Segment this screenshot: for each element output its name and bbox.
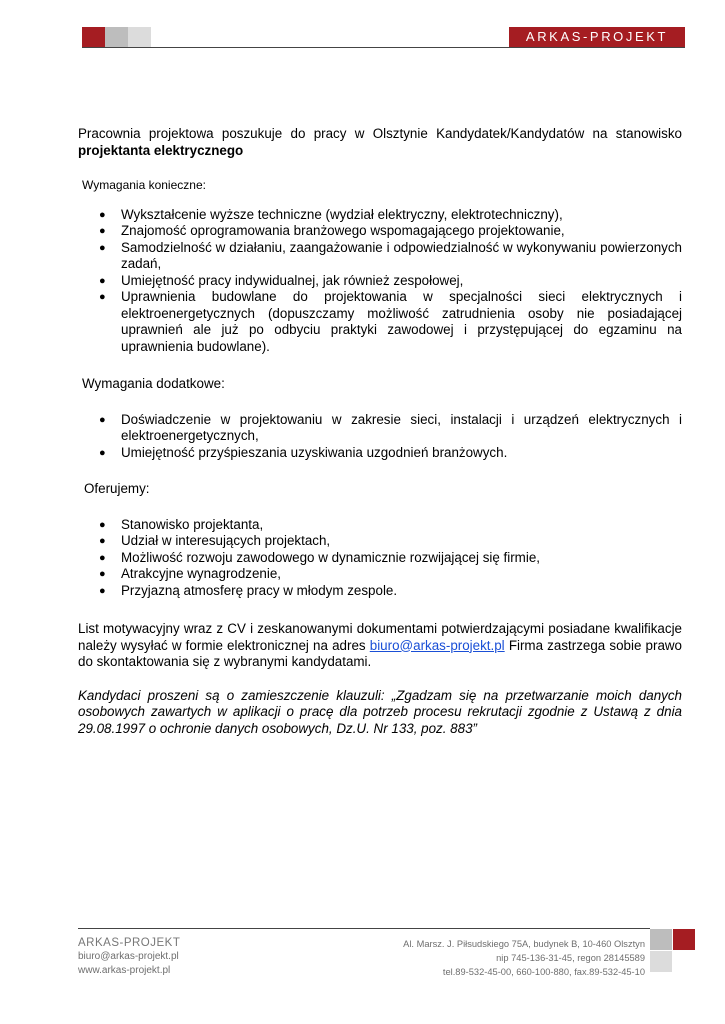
footer-address: Al. Marsz. J. Piłsudskiego 75A, budynek B, 10-460 Olsztyn <box>403 939 645 949</box>
list-item-text: Możliwość rozwoju zawodowego w dynamicznie rozwijającej się firmie, <box>121 549 540 565</box>
footer-address-block <box>403 937 645 979</box>
list-item <box>78 550 682 567</box>
footer-company: ARKAS-PROJEKT <box>78 937 181 949</box>
list-item <box>78 517 682 534</box>
list-item-text: Umiejętność przyśpieszania uzyskiwania uzgodnień branżowych. <box>121 444 508 460</box>
application-paragraph <box>78 621 682 671</box>
footer-square-gray <box>650 929 672 950</box>
bullet-icon: ● <box>99 551 106 564</box>
application-text: List motywacyjny wraz z CV i zeskanowanymi dokumentami potwierdzającymi posiadane kwalifikacje należy wysyłać w formie elektronicznej na adres <box>78 621 682 653</box>
job-title: projektanta elektrycznego <box>78 142 244 158</box>
footer-square-red <box>673 929 695 950</box>
offer-list <box>78 517 682 600</box>
list-item-text: Atrakcyjne wynagrodzenie, <box>121 566 282 581</box>
intro-text: Pracownia projektowa poszukuje do pracy w Olsztynie Kandydatek/Kandydatów na stanowisko <box>78 126 682 141</box>
list-item <box>78 566 682 583</box>
email-link[interactable]: biuro@arkas-projekt.pl <box>369 637 505 653</box>
bullet-icon: ● <box>99 274 106 287</box>
bullet-icon: ● <box>99 584 106 597</box>
additional-heading: Wymagania dodatkowe: <box>82 376 225 391</box>
footer-divider <box>78 928 650 929</box>
list-item <box>78 412 682 445</box>
footer-website: www.arkas-projekt.pl <box>78 965 171 976</box>
header-divider <box>82 47 685 48</box>
bullet-icon: ● <box>99 291 106 303</box>
bullet-icon: ● <box>99 518 106 531</box>
bullet-icon: ● <box>99 535 106 547</box>
company-logo: ARKAS-PROJEKT <box>509 27 685 47</box>
list-item <box>78 583 682 600</box>
list-item-text: Doświadczenie w projektowaniu w zakresie sieci, instalacji i urządzeń elektrycznych i elektroenergetycznych, <box>121 411 682 443</box>
list-item-text: Umiejętność pracy indywidualnej, jak również zespołowej, <box>121 272 464 288</box>
list-item <box>78 207 682 224</box>
list-item-text: Samodzielność w działaniu, zaangażowanie i odpowiedzialność w wykonywaniu powierzonych zadań, <box>121 239 682 271</box>
list-item <box>78 533 682 550</box>
bullet-icon: ● <box>99 208 106 221</box>
required-heading: Wymagania konieczne: <box>82 178 206 192</box>
list-item-text: Znajomość oprogramowania branżowego wspomagającego projektowanie, <box>121 223 565 238</box>
list-item-text: Przyjazną atmosferę pracy w młodym zespole. <box>121 582 398 598</box>
bullet-icon: ● <box>99 568 106 580</box>
list-item-text: Stanowisko projektanta, <box>121 516 264 532</box>
list-item <box>78 445 682 462</box>
required-list <box>78 207 682 356</box>
list-item <box>78 289 682 355</box>
bullet-icon: ● <box>99 241 106 254</box>
header-square-red <box>82 27 105 48</box>
bullet-icon: ● <box>99 413 106 426</box>
footer-nip-regon: nip 745-136-31-45, regon 28145589 <box>496 953 645 963</box>
application-text-after: Firma zastrzega sobie prawo do skontaktowania się z wybranymi kandydatami. <box>78 637 683 669</box>
document-body <box>78 126 682 737</box>
intro-paragraph <box>78 126 682 159</box>
additional-list <box>78 412 682 462</box>
list-item <box>78 223 682 240</box>
footer-email: biuro@arkas-projekt.pl <box>78 951 179 962</box>
bullet-icon: ● <box>99 225 106 237</box>
list-item-text: Udział w interesujących projektach, <box>121 533 331 548</box>
header-square-gray <box>105 27 128 48</box>
header-square-light-gray <box>128 27 151 48</box>
footer-square-light-gray <box>650 951 672 972</box>
footer-phones: tel.89-532-45-00, 660-100-880, fax.89-532-45-10 <box>442 967 645 977</box>
footer-contact <box>78 936 180 978</box>
list-item-text: Wykształcenie wyższe techniczne (wydział elektryczny, elektrotechniczny), <box>121 206 563 222</box>
list-item <box>78 273 682 290</box>
offer-heading: Oferujemy: <box>84 481 150 496</box>
list-item-text: Uprawnienia budowlane do projektowania w specjalności sieci elektrycznych i elektroenergetycznych (dopuszczamy możliwość zatrudnienia osoby nie posiadającej uprawnień ale już po odbyciu praktyki zawodowej i przystępującej do egzaminu na uprawnienia budowlane). <box>121 289 682 354</box>
consent-clause: Kandydaci proszeni są o zamieszczenie klauzuli: „Zgadzam się na przetwarzanie moich danych osobowych zawartych w aplikacji o pracę dla potrzeb procesu rekrutacji zgodnie z Ustawą z dnia 29.08.1997 o ochronie danych osobowych, Dz.U. Nr 133, poz. 883” <box>78 687 682 736</box>
bullet-icon: ● <box>99 446 106 459</box>
list-item <box>78 240 682 273</box>
